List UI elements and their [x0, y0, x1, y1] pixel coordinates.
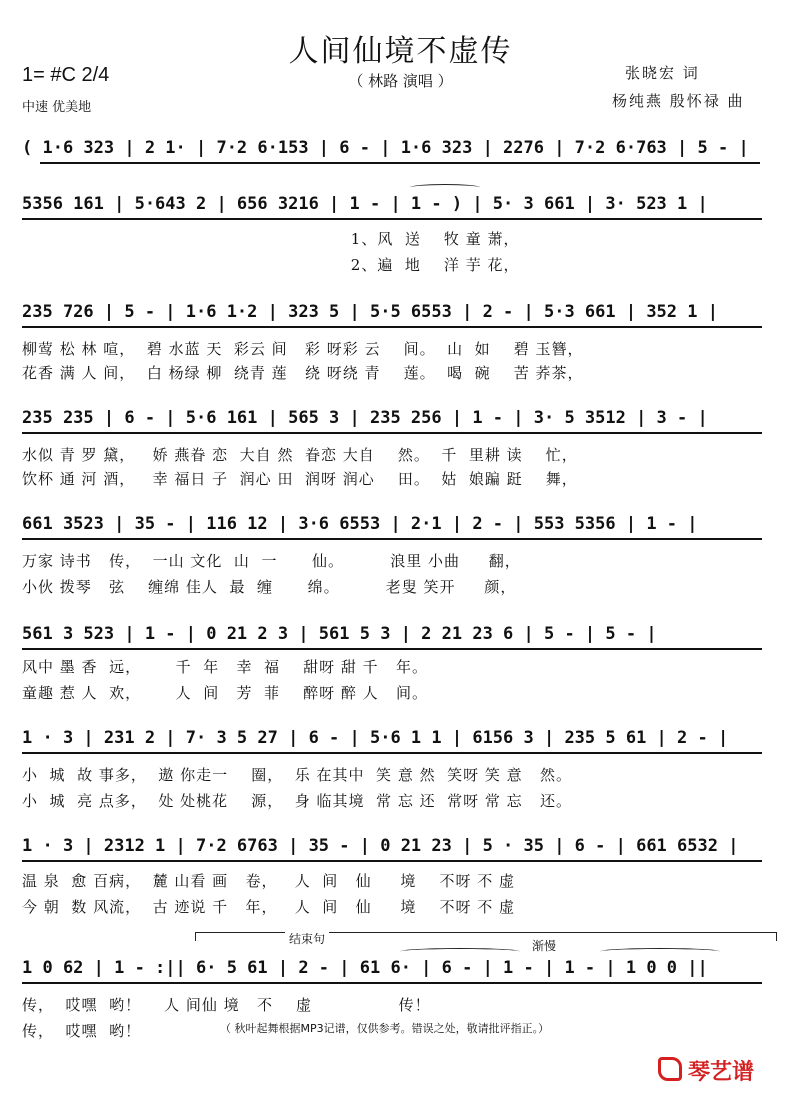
beam-line	[22, 982, 762, 984]
beam-line	[22, 538, 762, 540]
lyric-row-6-verse-1: 风中 墨 香 远， 千 年 幸 福 甜呀 甜 千 年。	[22, 658, 428, 676]
logo-text: 琴艺谱	[688, 1060, 755, 1085]
beam-line	[22, 432, 762, 434]
lyric-row-2-verse-2: 2、遍 地 洋 芋 花，	[22, 256, 520, 274]
song-title: 人间仙境不虚传	[288, 34, 513, 69]
key-signature: 1= #C 2/4	[22, 64, 110, 86]
lyric-row-5-verse-2: 小伙 拨琴 弦 缠绵 佳人 最 缠 绵。 老叟 笑开 颜，	[22, 578, 517, 596]
notation-row-9: 1 0 62 | 1 - :|| 6· 5 61 | 2 - | 61 6· | 6 - | 1 - | 1 - | 1 0 0 ||	[22, 958, 708, 978]
beam-line	[22, 648, 762, 650]
lyric-row-8-verse-2: 今 朝 数 风流， 古 迹说 千 年， 人 间 仙 境 不呀 不 虚	[22, 898, 516, 916]
lyric-row-7-verse-1: 小 城 故 事多， 遨 你走一 圈， 乐 在其中 笑 意 然 笑呀 笑 意 然。	[22, 766, 572, 784]
lyric-row-8-verse-1: 温 泉 愈 百病， 麓 山看 画 卷， 人 间 仙 境 不呀 不 虚	[22, 872, 516, 890]
beam-line	[22, 860, 762, 862]
logo-icon	[658, 1057, 682, 1081]
notation-row-3: 235 726 | 5 - | 1·6 1·2 | 323 5 | 5·5 6553 | 2 - | 5·3 661 | 352 1 |	[22, 302, 718, 322]
notation-row-1: ( 1·6 323 | 2 1· | 7·2 6·153 | 6 - | 1·6 323 | 2276 | 7·2 6·763 | 5 - |	[22, 138, 749, 158]
lyric-row-3-verse-1: 柳莺 松 林 喧， 碧 水蓝 天 彩云 间 彩 呀彩 云 间。 山 如 碧 玉簪，	[22, 340, 584, 358]
notation-row-5: 661 3523 | 35 - | 116 12 | 3·6 6553 | 2·1 | 2 - | 553 5356 | 1 - |	[22, 514, 698, 534]
transcription-footnote: （ 秋叶起舞根据MP3记谱，仅供参考。错误之处，敬请批评指正。）	[220, 1022, 550, 1035]
lyricist-credit: 张晓宏 词	[625, 64, 700, 82]
singer-credit: （ 林路 演唱 ）	[348, 72, 453, 90]
ritardando-marker: 渐慢	[532, 939, 557, 953]
notation-row-6: 561 3 523 | 1 - | 0 21 2 3 | 561 5 3 | 2 21 23 6 | 5 - | 5 - |	[22, 624, 657, 644]
lyric-row-9-verse-2: 传， 哎嘿 哟！	[22, 1022, 142, 1040]
lyric-row-4-verse-1: 水似 青 罗 黛， 娇 燕眷 恋 大自 然 眷恋 大自 然。 千 里耕 读 忙，	[22, 446, 578, 464]
lyric-row-7-verse-2: 小 城 亮 点多， 处 处桃花 源， 身 临其境 常 忘 还 常呀 常 忘 还。	[22, 792, 572, 810]
ending-bracket	[195, 932, 777, 941]
lyric-row-4-verse-2: 饮杯 通 河 酒， 幸 福日 子 润心 田 润呀 润心 田。 姑 娘蹁 跹 舞，	[22, 470, 578, 488]
tie-mark	[400, 948, 520, 955]
tempo-marking: 中速 优美地	[22, 100, 92, 115]
beam-line	[40, 162, 760, 164]
notation-row-7: 1 · 3 | 231 2 | 7· 3 5 27 | 6 - | 5·6 1 1 | 6156 3 | 235 5 61 | 2 - |	[22, 728, 729, 748]
lyric-row-3-verse-2: 花香 满 人 间， 白 杨绿 柳 绕青 莲 绕 呀绕 青 莲。 喝 碗 苦 荞茶，	[22, 364, 584, 382]
composer-credit: 杨纯燕 殷怀禄 曲	[612, 92, 745, 110]
notation-row-4: 235 235 | 6 - | 5·6 161 | 565 3 | 235 256 | 1 - | 3· 5 3512 | 3 - |	[22, 408, 708, 428]
beam-line	[22, 218, 762, 220]
site-logo	[658, 1055, 754, 1086]
lyric-row-6-verse-2: 童趣 惹 人 欢， 人 间 芳 菲 醉呀 醉 人 间。	[22, 684, 428, 702]
beam-line	[22, 752, 762, 754]
beam-line	[22, 326, 762, 328]
notation-row-8: 1 · 3 | 2312 1 | 7·2 6763 | 35 - | 0 21 23 | 5 · 35 | 6 - | 661 6532 |	[22, 836, 739, 856]
notation-row-2: 5356 161 | 5·643 2 | 656 3216 | 1 - | 1 - ) | 5· 3 661 | 3· 523 1 |	[22, 194, 708, 214]
tie-mark	[600, 948, 720, 955]
lyric-row-2-verse-1: 1、风 送 牧 童 萧，	[22, 230, 520, 248]
ending-phrase-marker: 结束句	[285, 930, 329, 947]
lyric-row-5-verse-1: 万家 诗书 传， 一山 文化 山 一 仙。 浪里 小曲 翻，	[22, 552, 521, 570]
tie-mark	[410, 184, 480, 191]
lyric-row-9-verse-1: 传， 哎嘿 哟！ 人 间仙 境 不 虚 传！	[22, 996, 431, 1014]
